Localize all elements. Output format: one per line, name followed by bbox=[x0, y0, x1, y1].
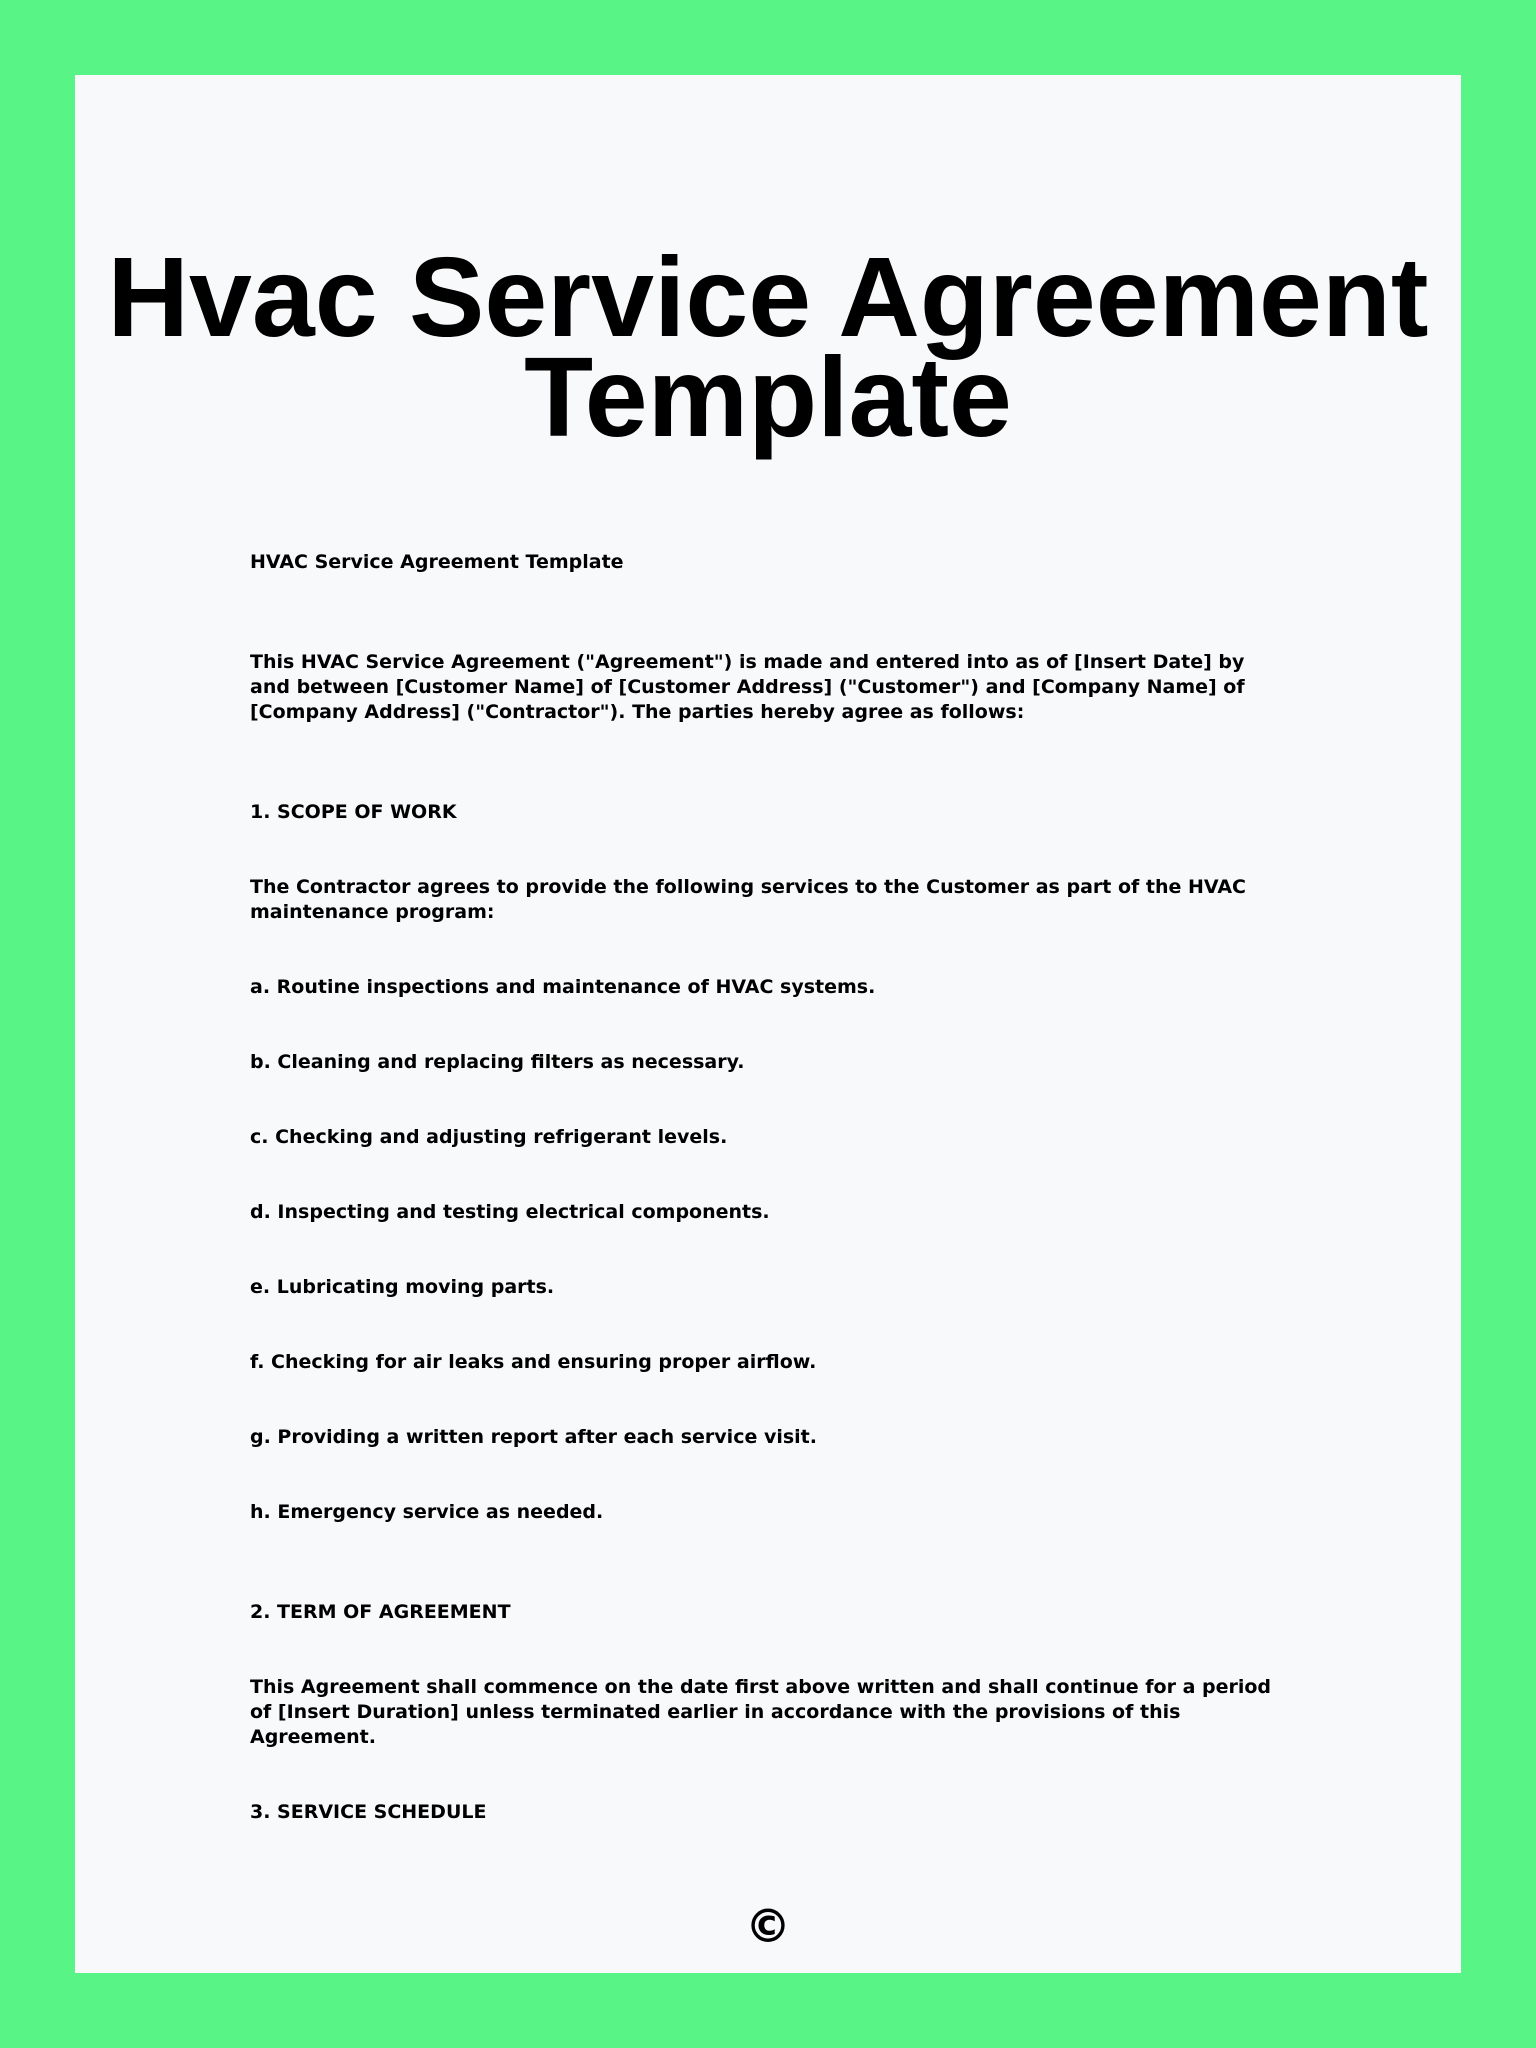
list-item: a. Routine inspections and maintenance of HVAC systems. bbox=[250, 976, 876, 998]
scope-paragraph: The Contractor agrees to provide the following services to the Customer as part of the HVAC maintenance program: bbox=[250, 876, 1246, 923]
title-line-2: Template bbox=[524, 334, 1012, 460]
list-item: f. Checking for air leaks and ensuring proper airflow. bbox=[250, 1351, 817, 1373]
term-paragraph: This Agreement shall commence on the date first above written and shall continue for a period of [Insert Duration] unless terminated earlier in accordance with the provisions of this Agreement. bbox=[250, 1676, 1272, 1748]
intro-paragraph: This HVAC Service Agreement ("Agreement") is made and entered into as of [Insert Date] by and between [Customer Name] of [Customer Address] ("Customer") and [Company Name] of [Company Address] ("Contractor"). The parties hereby agree as follows: bbox=[250, 651, 1245, 723]
document-subtitle: HVAC Service Agreement Template bbox=[250, 551, 624, 573]
section-heading-schedule: 3. SERVICE SCHEDULE bbox=[250, 1801, 487, 1823]
list-item: b. Cleaning and replacing filters as necessary. bbox=[250, 1051, 745, 1073]
document-title bbox=[0, 234, 1536, 460]
list-item: c. Checking and adjusting refrigerant levels. bbox=[250, 1126, 728, 1148]
title-line-1: Hvac Service Agreement bbox=[107, 234, 1429, 360]
section-heading-scope: 1. SCOPE OF WORK bbox=[250, 801, 457, 823]
list-item: g. Providing a written report after each service visit. bbox=[250, 1426, 817, 1448]
copyright-icon: © bbox=[745, 1899, 791, 1953]
list-item: h. Emergency service as needed. bbox=[250, 1501, 604, 1523]
list-item: e. Lubricating moving parts. bbox=[250, 1276, 555, 1298]
section-heading-term: 2. TERM OF AGREEMENT bbox=[250, 1601, 511, 1623]
list-item: d. Inspecting and testing electrical components. bbox=[250, 1201, 770, 1223]
